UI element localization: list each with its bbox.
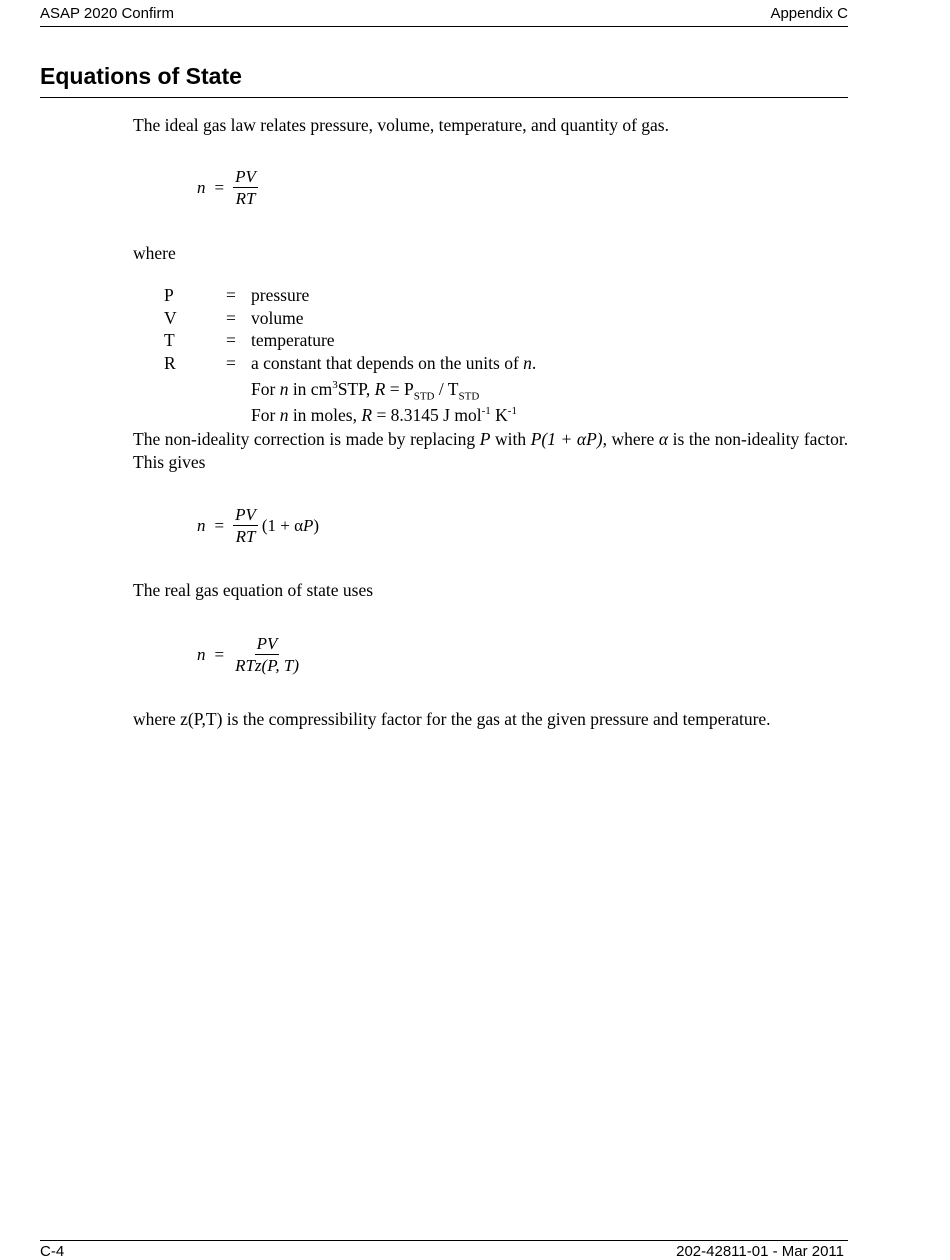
r-stp-eq: = P <box>389 379 414 399</box>
definition-equals: = <box>226 352 236 373</box>
r-moles-in: in moles, <box>292 405 357 425</box>
definition-equals: = <box>226 285 236 305</box>
definition-text: pressure <box>251 285 310 305</box>
section-title: Equations of State <box>40 63 242 89</box>
header-divider <box>40 26 848 27</box>
nonideal-equation <box>197 504 319 547</box>
eq2-factor-close: ) <box>313 515 320 535</box>
eq3-denominator: RTz(P, T) <box>235 656 300 675</box>
nonideality-paragraph <box>133 428 848 474</box>
eq3-equals: = <box>214 644 225 664</box>
r-moles-sup2: -1 <box>507 405 517 418</box>
intro-paragraph: The ideal gas law relates pressure, volume, temperature, and quantity of gas. <box>133 115 669 135</box>
eq1-numerator: PV <box>235 167 256 186</box>
compressibility-paragraph: where z(P,T) is the compressibility factor for the gas at the given pressure and temperature. <box>133 709 771 729</box>
definition-text: temperature <box>251 330 335 351</box>
nonideal-text-4: is the non-ideality factor. This gives <box>133 429 849 472</box>
eq2-denominator: RT <box>235 527 256 546</box>
nonideal-expression: P(1 + αP) <box>530 429 603 449</box>
r-moles-value: = 8.3145 J mol <box>376 405 482 425</box>
definition-symbol: T <box>164 330 175 351</box>
eq2-lhs: n <box>197 515 206 535</box>
nonideal-text-3: , where <box>602 429 655 449</box>
footer-divider <box>40 1240 848 1241</box>
r-moles-line <box>251 405 517 426</box>
eq2-factor <box>262 516 319 536</box>
r-moles-for: For <box>251 405 276 425</box>
r-stp-r: R <box>374 379 386 399</box>
r-stp-slash: / T <box>438 379 459 399</box>
nonideal-text-2: with <box>495 429 527 449</box>
r-stp-unit: STP, <box>337 379 371 399</box>
r-moles-k: K <box>495 405 508 425</box>
eq3-numerator: PV <box>256 634 278 653</box>
r-stp-sup: 3 <box>332 379 338 392</box>
eq1-lhs: n <box>197 177 206 197</box>
header-product-name: ASAP 2020 Confirm <box>40 5 174 22</box>
ideal-gas-equation <box>197 166 258 209</box>
r-moles-var: n <box>279 405 289 425</box>
r-stp-var: n <box>279 379 289 399</box>
real-gas-equation <box>197 633 301 676</box>
nonideal-p-var: P <box>479 429 491 449</box>
r-stp-line <box>251 379 480 403</box>
definition-text: volume <box>251 307 304 328</box>
real-gas-paragraph: The real gas equation of state uses <box>133 580 374 600</box>
header-appendix-label: Appendix C <box>770 5 848 22</box>
r-stp-sub2: STD <box>458 390 480 403</box>
definition-text-main: a constant that depends on the units of <box>251 352 519 373</box>
footer-document-id: 202-42811-01 - Mar 2011 <box>676 1243 844 1260</box>
definition-symbol: V <box>164 307 177 328</box>
definition-symbol: P <box>164 285 174 305</box>
eq2-factor-var: P <box>303 515 314 535</box>
where-label: where <box>133 243 176 263</box>
definition-equals: = <box>226 330 236 351</box>
nonideal-alpha: α <box>658 429 669 449</box>
definition-text <box>251 353 536 374</box>
r-stp-in: in cm <box>292 379 333 399</box>
r-moles-sup1: -1 <box>481 405 491 418</box>
eq2-numerator: PV <box>235 505 256 524</box>
eq1-fraction <box>233 166 258 209</box>
eq1-denominator: RT <box>235 189 256 208</box>
definition-symbol: R <box>164 352 176 373</box>
eq2-equals: = <box>214 515 225 535</box>
eq3-fraction <box>233 633 301 676</box>
footer-page-number: C-4 <box>40 1243 65 1260</box>
eq2-factor-open: (1 + α <box>261 515 304 535</box>
definition-end: . <box>531 352 537 373</box>
eq3-lhs: n <box>197 644 206 664</box>
r-stp-sub1: STD <box>413 390 435 403</box>
nonideal-text-1: The non-ideality correction is made by replacing <box>133 429 476 449</box>
eq2-fraction <box>233 504 258 547</box>
r-stp-for: For <box>251 379 276 399</box>
title-divider <box>40 97 848 98</box>
r-moles-r: R <box>361 405 373 425</box>
eq1-equals: = <box>214 177 225 197</box>
definition-equals: = <box>226 307 236 328</box>
definition-var-n: n <box>523 352 532 373</box>
